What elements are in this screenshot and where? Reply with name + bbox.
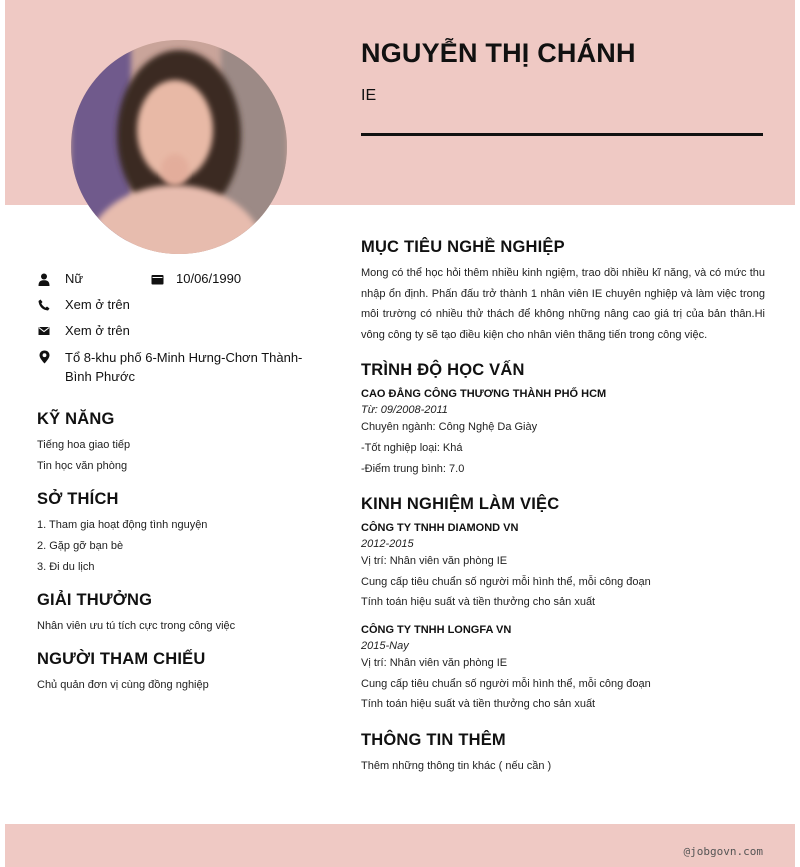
left-column — [37, 270, 337, 696]
award-item: Nhân viên ưu tú tích cực trong công việc — [37, 620, 236, 632]
address-row — [37, 348, 337, 396]
mail-icon — [37, 324, 51, 338]
email-row — [37, 322, 337, 348]
candidate-name: NGUYỄN THỊ CHÁNH — [361, 38, 636, 68]
hobby-item: 2. Gặp gỡ bạn bè — [37, 540, 124, 552]
skill-item: Tin học văn phòng — [37, 460, 128, 472]
header-divider — [361, 133, 763, 136]
skills-title: KỸ NĂNG — [37, 410, 115, 428]
objective-title: MỤC TIÊU NGHỀ NGHIỆP — [361, 238, 565, 256]
job-line: Tính toán hiệu suất và tiền thưởng cho sản xuất — [361, 596, 596, 609]
more-info-title: THÔNG TIN THÊM — [361, 730, 506, 749]
experience-title: KINH NGHIỆM LÀM VIỆC — [361, 495, 560, 514]
person-icon — [37, 272, 51, 286]
job-line: Vị trí: Nhân viên văn phòng IE — [361, 555, 508, 568]
reference-item: Chủ quản đơn vị cùng đồng nghiệp — [37, 679, 209, 691]
cv-page — [5, 0, 795, 867]
job-line: Tính toán hiệu suất và tiền thưởng cho sản xuất — [361, 698, 596, 711]
job-line: Cung cấp tiêu chuẩn số người mỗi hình thể, mỗi công đoạn — [361, 677, 651, 690]
footer-band — [5, 824, 795, 867]
education-line: Chuyên ngành: Công Nghệ Da Giày — [361, 421, 538, 434]
skills-section — [37, 410, 337, 477]
address-value: Tổ 8-khu phố 6-Minh Hưng-Chơn Thành-Bình Phước — [65, 350, 303, 384]
job-title: IE — [361, 87, 377, 104]
right-column — [361, 238, 765, 776]
phone-icon — [37, 298, 51, 312]
footer-watermark: @jobgovn.com — [683, 845, 763, 858]
hobby-item: 3. Đi du lịch — [37, 561, 95, 573]
company-name: CÔNG TY TNHH LONGFA VN — [361, 623, 512, 636]
education-line: -Tốt nghiệp loại: Khá — [361, 441, 463, 454]
hobby-item: 1. Tham gia hoạt động tình nguyện — [37, 519, 208, 531]
location-pin-icon — [37, 350, 51, 364]
gender-birth-row — [37, 270, 337, 296]
job-period: 2015-Nay — [361, 639, 409, 652]
hobbies-section — [37, 490, 337, 578]
skill-item: Tiếng hoa giao tiếp — [37, 439, 131, 451]
awards-title: GIẢI THƯỞNG — [37, 591, 153, 609]
birthdate-value: 10/06/1990 — [176, 271, 242, 286]
school-name: CAO ĐẲNG CÔNG THƯƠNG THÀNH PHỐ HCM — [361, 388, 607, 401]
profile-photo — [71, 40, 287, 254]
more-info-section — [361, 731, 765, 777]
objective-text: Mong có thể học hỏi thêm nhiều kinh ngiệm, trao dồi nhiều kĩ năng, và có mức thu nhập ổn định. Phấn đấu trở thành 1 nhân viên IE chuyên nghiệp và làm việc trong môi trường có nhiều thử thách để không những nâng cao giá trị của bản thân.Hi vông công ty sẽ tạo điều kiện cho nhân viên thăng tiến trong công việc. — [361, 267, 765, 341]
job-period: 2012-2015 — [361, 538, 414, 551]
awards-section — [37, 591, 337, 637]
phone-value: Xem ở trên — [65, 297, 130, 312]
experience-section — [361, 495, 765, 715]
job-entry — [361, 522, 765, 613]
phone-row — [37, 296, 337, 322]
education-period: Từ: 09/2008-2011 — [361, 404, 448, 417]
job-line: Cung cấp tiêu chuẩn số người mỗi hình thể, mỗi công đoạn — [361, 575, 651, 588]
references-title: NGƯỜI THAM CHIẾU — [37, 650, 206, 668]
references-section — [37, 650, 337, 696]
objective-section — [361, 238, 765, 345]
job-entry — [361, 624, 765, 715]
hobbies-title: SỞ THÍCH — [37, 490, 119, 508]
more-info-text: Thêm những thông tin khác ( nếu cần ) — [361, 759, 552, 772]
gender-value: Nữ — [65, 271, 84, 286]
job-line: Vị trí: Nhân viên văn phòng IE — [361, 656, 508, 669]
email-value: Xem ở trên — [65, 323, 130, 338]
education-title: TRÌNH ĐỘ HỌC VẤN — [361, 361, 525, 380]
calendar-icon — [150, 272, 164, 286]
education-section — [361, 361, 765, 479]
education-line: -Điểm trung bình: 7.0 — [361, 462, 465, 475]
company-name: CÔNG TY TNHH DIAMOND VN — [361, 522, 519, 535]
